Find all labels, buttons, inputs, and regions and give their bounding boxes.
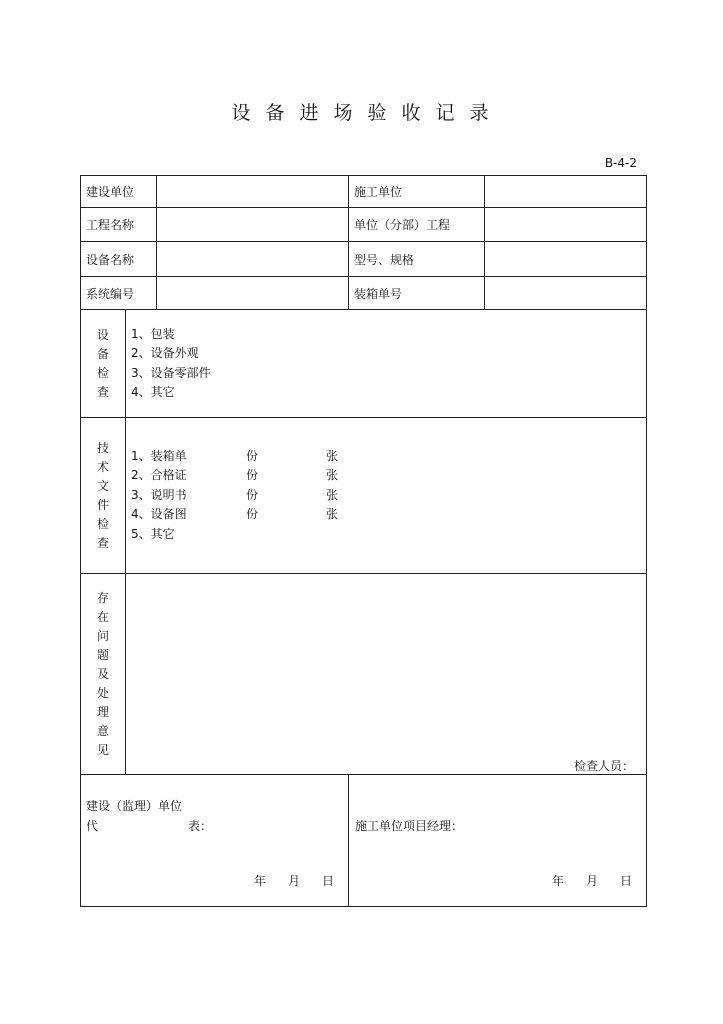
info-label-model-spec: 型号、规格: [349, 242, 485, 277]
list-item: 3、设备零部件: [131, 365, 211, 380]
info-label-project-name: 工程名称: [81, 208, 157, 242]
label-char: 理: [96, 704, 109, 719]
label-char: 检: [96, 516, 109, 531]
owner-supervisor-signature[interactable]: [81, 775, 349, 907]
info-value-unit-subproject[interactable]: [485, 208, 647, 242]
list-item: 2、设备外观: [131, 346, 199, 360]
date-year: 年: [551, 874, 564, 888]
info-row: [81, 208, 647, 242]
tech-docs-check-label: [81, 418, 126, 574]
doc-name: 4、设备图: [131, 507, 187, 522]
date-field: [232, 872, 334, 889]
equipment-check-list[interactable]: [126, 310, 647, 418]
sheets-unit: 张: [326, 448, 339, 463]
sheets-unit: 张: [326, 487, 339, 502]
problems-row: [81, 574, 647, 775]
equipment-check-row: [81, 310, 647, 418]
copies-unit: 份: [246, 468, 259, 483]
list-item: [131, 466, 646, 486]
equipment-check-label: [81, 310, 126, 418]
contractor-manager-signature[interactable]: [349, 775, 647, 907]
doc-name: 2、合格证: [131, 468, 187, 483]
label-char: 意: [96, 723, 109, 738]
info-value-contractor[interactable]: [485, 176, 647, 208]
signature-row: [81, 775, 647, 907]
date-year: 年: [253, 874, 266, 888]
representative-label: [86, 817, 212, 834]
label-char: 及: [96, 666, 109, 681]
info-label-unit-subproject: 单位（分部）工程: [349, 208, 485, 242]
info-label-packing-list-number: 装箱单号: [349, 277, 485, 310]
date-day: 日: [620, 874, 633, 888]
label-char: 查: [96, 384, 109, 399]
date-month: 月: [585, 874, 598, 888]
label-char: 设: [96, 327, 109, 342]
info-value-project-name[interactable]: [157, 208, 349, 242]
info-label-construction-unit: 建设单位: [81, 176, 157, 208]
list-item: [131, 525, 646, 545]
label-char: 查: [96, 535, 109, 550]
label-char: 问: [96, 628, 109, 643]
sheets-unit: 张: [326, 468, 339, 483]
label-char: 文: [96, 478, 109, 493]
label-char: 见: [96, 742, 109, 757]
date-field: [530, 872, 632, 889]
list-item: 4、其它: [131, 385, 175, 399]
doc-name: 3、说明书: [131, 487, 187, 502]
tech-docs-check-list[interactable]: [126, 418, 647, 574]
owner-supervisor-label: 建设（监理）单位: [86, 799, 183, 813]
inspector-label: 检查人员：: [574, 759, 635, 773]
copies-unit: 份: [246, 448, 259, 463]
label-char: 备: [96, 346, 109, 361]
info-value-system-number[interactable]: [157, 277, 349, 310]
info-row: [81, 277, 647, 310]
contractor-manager-label: 施工单位项目经理：: [355, 819, 464, 833]
rep-char-b: 表：: [188, 819, 213, 833]
label-char: 检: [96, 365, 109, 380]
info-value-model-spec[interactable]: [485, 242, 647, 277]
info-value-construction-unit[interactable]: [157, 176, 349, 208]
info-label-system-number: 系统编号: [81, 277, 157, 310]
info-row: [81, 242, 647, 277]
list-item: [131, 447, 646, 467]
label-char: 题: [96, 647, 109, 662]
date-day: 日: [322, 874, 335, 888]
form-code: B-4-2: [604, 156, 637, 170]
rep-char-a: 代: [86, 819, 99, 833]
copies-unit: 份: [246, 487, 259, 502]
list-item: [131, 486, 646, 506]
label-char: 术: [96, 459, 109, 474]
problems-field[interactable]: [126, 574, 647, 775]
problems-label: [81, 574, 126, 775]
info-label-contractor: 施工单位: [349, 176, 485, 208]
doc-name: 5、其它: [131, 526, 175, 541]
info-value-packing-list-number[interactable]: [485, 277, 647, 310]
copies-unit: 份: [246, 507, 259, 522]
list-item: [131, 505, 646, 525]
sheets-unit: 张: [326, 507, 339, 522]
page-title: 设备进场验收记录: [231, 102, 504, 124]
date-month: 月: [287, 874, 300, 888]
acceptance-record-table: [80, 175, 647, 907]
label-char: 在: [96, 609, 109, 624]
info-label-equipment-name: 设备名称: [81, 242, 157, 277]
label-char: 处: [96, 685, 109, 700]
label-char: 存: [96, 590, 109, 605]
label-char: 技: [96, 440, 109, 455]
doc-name: 1、装箱单: [131, 448, 187, 463]
list-item: 1、包装: [131, 326, 175, 341]
tech-docs-check-row: [81, 418, 647, 574]
label-char: 件: [96, 497, 109, 512]
info-value-equipment-name[interactable]: [157, 242, 349, 277]
info-row: [81, 176, 647, 208]
